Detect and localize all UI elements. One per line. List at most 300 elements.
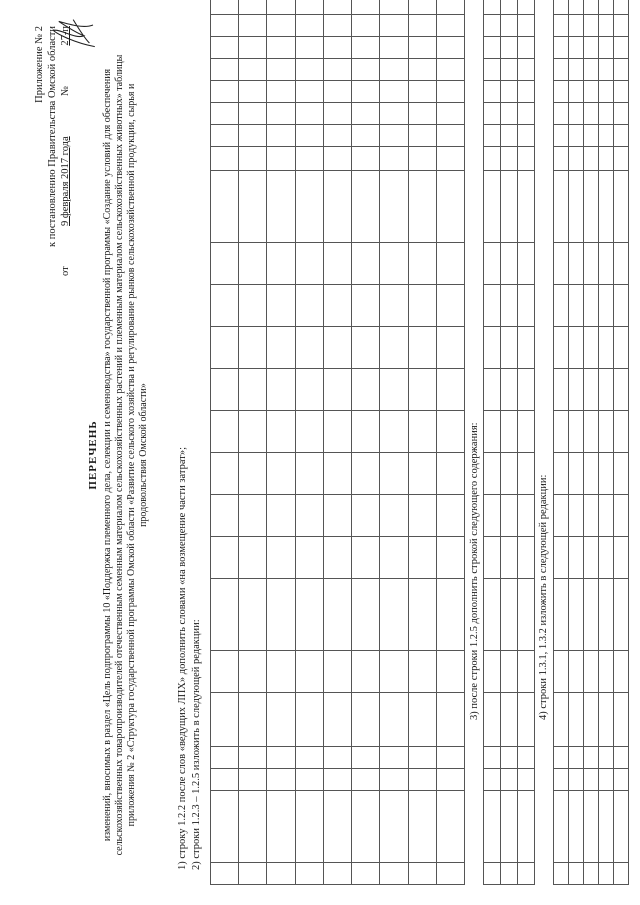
table-cell — [267, 537, 295, 579]
table-cell — [352, 537, 380, 579]
table-cell — [614, 495, 629, 537]
table-cell — [323, 791, 351, 863]
table-cell — [436, 37, 464, 59]
table-cell — [295, 693, 323, 747]
table-cell — [380, 747, 408, 769]
table-cell — [323, 495, 351, 537]
table-cell — [501, 37, 518, 59]
table-cell — [408, 747, 436, 769]
table-cell — [211, 579, 239, 651]
table-cell — [211, 243, 239, 285]
table-cell — [352, 147, 380, 171]
table-cell — [352, 327, 380, 369]
table-cell — [614, 863, 629, 885]
document-subtitle: изменений, вносимых в раздел «Цель подпрограммы 10 «Поддержка племенного дела, селекции и семеноводства» государственной программы «Создание условий для обеспечения сельскохозяйственных товаропроизводителей отечественным семенным материалом сельскохозяйственных растений и племенным материалом сельскохозяйственных животных» таблицы приложения № 2 «Структура государственной программы Омской области «Развитие сельского хозяйства и регулирование рынков сельскохозяйственной продукции, сырья и продовольствия Омской области» — [102, 54, 149, 856]
table-cell — [267, 15, 295, 37]
table-cell — [267, 171, 295, 243]
table-cell — [267, 59, 295, 81]
table-cell — [323, 147, 351, 171]
table-cell — [501, 693, 518, 747]
table-cell — [569, 453, 584, 495]
table-row — [436, 0, 464, 885]
table-cell — [211, 37, 239, 59]
table-cell — [352, 125, 380, 147]
table-cell — [408, 537, 436, 579]
table-cell — [380, 59, 408, 81]
table-cell — [436, 693, 464, 747]
decree-reference: к постановлению Правительства Омской области — [47, 26, 58, 247]
table-cell — [554, 453, 569, 495]
table-cell — [211, 693, 239, 747]
table-cell — [323, 81, 351, 103]
table-cell — [352, 453, 380, 495]
table-cell — [211, 863, 239, 885]
table-cell — [211, 285, 239, 327]
table-cell — [239, 147, 267, 171]
table-cell — [436, 747, 464, 769]
table-cell — [239, 369, 267, 411]
table-cell — [239, 327, 267, 369]
table-cell — [267, 81, 295, 103]
table-cell — [436, 537, 464, 579]
table-cell — [554, 147, 569, 171]
table-cell — [352, 15, 380, 37]
table-cell — [380, 0, 408, 15]
table-cell — [584, 327, 599, 369]
table-cell — [554, 791, 569, 863]
table-cell — [484, 769, 501, 791]
table-cell — [352, 103, 380, 125]
table-cell — [554, 0, 569, 15]
table-cell — [267, 863, 295, 885]
table-cell — [352, 243, 380, 285]
table-cell — [380, 863, 408, 885]
table-cell — [614, 243, 629, 285]
table-cell — [323, 171, 351, 243]
table-cell — [436, 81, 464, 103]
table-cell — [484, 537, 501, 579]
table-cell — [599, 863, 614, 885]
table-cell — [599, 579, 614, 651]
table-cell — [599, 453, 614, 495]
table-cell — [295, 15, 323, 37]
table-cell — [484, 103, 501, 125]
table-cell — [518, 285, 535, 327]
table-cell — [239, 693, 267, 747]
table-cell — [554, 651, 569, 693]
table-cell — [323, 327, 351, 369]
table-cell — [352, 495, 380, 537]
table-cell — [554, 171, 569, 243]
table-cell — [599, 81, 614, 103]
table-cell — [295, 37, 323, 59]
table-cell — [501, 747, 518, 769]
table-cell — [584, 537, 599, 579]
table-cell — [211, 15, 239, 37]
table-cell — [352, 37, 380, 59]
table-cell — [408, 243, 436, 285]
table-cell — [484, 59, 501, 81]
table-rows-1-3-1-to-1-3-2 — [553, 0, 629, 885]
table-cell — [599, 651, 614, 693]
table-cell — [569, 863, 584, 885]
table-cell — [614, 769, 629, 791]
table-cell — [518, 243, 535, 285]
table-cell — [380, 147, 408, 171]
table-cell — [408, 693, 436, 747]
table-row — [501, 0, 518, 885]
table-cell — [554, 59, 569, 81]
table-cell — [267, 243, 295, 285]
table-cell — [239, 103, 267, 125]
table-cell — [501, 15, 518, 37]
table-cell — [501, 147, 518, 171]
table-cell — [554, 15, 569, 37]
table-cell — [569, 59, 584, 81]
table-cell — [554, 327, 569, 369]
table-cell — [239, 651, 267, 693]
table-cell — [239, 411, 267, 453]
table-cell — [295, 0, 323, 15]
table-cell — [484, 171, 501, 243]
table-cell — [436, 243, 464, 285]
table-cell — [599, 369, 614, 411]
table-cell — [239, 59, 267, 81]
table-cell — [323, 693, 351, 747]
table-cell — [584, 791, 599, 863]
table-cell — [380, 651, 408, 693]
table-cell — [518, 769, 535, 791]
table-cell — [614, 579, 629, 651]
table-cell — [295, 769, 323, 791]
table-cell — [323, 125, 351, 147]
table-cell — [295, 147, 323, 171]
table-row — [211, 0, 239, 885]
table-cell — [211, 369, 239, 411]
table-cell — [267, 651, 295, 693]
table-cell — [599, 411, 614, 453]
table-cell — [569, 495, 584, 537]
table-cell — [484, 285, 501, 327]
table-cell — [267, 369, 295, 411]
section-2-text: 2) строки 1.2.3 – 1.2.5 изложить в следующей редакции: — [191, 619, 202, 870]
table-cell — [408, 0, 436, 15]
table-cell — [584, 243, 599, 285]
table-cell — [352, 285, 380, 327]
table-cell — [484, 37, 501, 59]
table-cell — [295, 125, 323, 147]
table-cell — [501, 791, 518, 863]
table-cell — [501, 103, 518, 125]
table-cell — [323, 369, 351, 411]
table-cell — [211, 81, 239, 103]
table-cell — [436, 15, 464, 37]
table-cell — [614, 0, 629, 15]
table-cell — [239, 579, 267, 651]
table-cell — [484, 369, 501, 411]
table-cell — [599, 103, 614, 125]
section-3-text: 3) после строки 1.2.5 дополнить строкой следующего содержания: — [469, 422, 480, 720]
rotated-sheet — [5, 10, 635, 900]
table-cell — [211, 769, 239, 791]
table-cell — [484, 579, 501, 651]
table-cell — [501, 125, 518, 147]
table-cell — [518, 37, 535, 59]
table-cell — [484, 15, 501, 37]
table-cell — [554, 411, 569, 453]
table-cell — [267, 579, 295, 651]
table-cell — [501, 285, 518, 327]
table-cell — [569, 15, 584, 37]
table-cell — [569, 369, 584, 411]
table-cell — [408, 495, 436, 537]
table-cell — [352, 411, 380, 453]
table-cell — [239, 243, 267, 285]
table-row — [323, 0, 351, 885]
table-cell — [211, 0, 239, 15]
table-cell — [584, 453, 599, 495]
table-cell — [569, 103, 584, 125]
table-cell — [599, 37, 614, 59]
table-cell — [569, 327, 584, 369]
decree-date: 9 февраля 2017 года — [60, 136, 71, 226]
table-cell — [295, 495, 323, 537]
table-cell — [436, 171, 464, 243]
table-cell — [569, 791, 584, 863]
table-cell — [239, 15, 267, 37]
table-cell — [501, 537, 518, 579]
table-cell — [211, 453, 239, 495]
appendix-header — [33, 26, 72, 276]
table-cell — [295, 243, 323, 285]
table-cell — [352, 651, 380, 693]
table-cell — [518, 579, 535, 651]
table-cell — [323, 537, 351, 579]
table-cell — [408, 791, 436, 863]
table-cell — [584, 125, 599, 147]
table-cell — [584, 579, 599, 651]
table-cell — [267, 791, 295, 863]
table-cell — [239, 81, 267, 103]
table-cell — [554, 37, 569, 59]
table-cell — [380, 411, 408, 453]
table-cell — [380, 579, 408, 651]
table-rows-1-2-3-to-1-2-5 — [210, 0, 465, 885]
table-cell — [352, 747, 380, 769]
table-cell — [569, 243, 584, 285]
table-cell — [267, 327, 295, 369]
table-cell — [239, 37, 267, 59]
table-cell — [295, 411, 323, 453]
table-cell — [436, 147, 464, 171]
table-cell — [408, 15, 436, 37]
table-cell — [599, 791, 614, 863]
table-cell — [352, 791, 380, 863]
table-cell — [267, 769, 295, 791]
table-cell — [380, 103, 408, 125]
table-cell — [584, 0, 599, 15]
table-cell — [518, 453, 535, 495]
table-cell — [614, 747, 629, 769]
table-cell — [267, 693, 295, 747]
table-cell — [484, 495, 501, 537]
table-cell — [518, 147, 535, 171]
table-cell — [239, 285, 267, 327]
table-cell — [323, 37, 351, 59]
table-cell — [211, 103, 239, 125]
table-row — [380, 0, 408, 885]
table-cell — [211, 495, 239, 537]
table-cell — [584, 171, 599, 243]
table-cell — [436, 791, 464, 863]
table-cell — [554, 285, 569, 327]
table-cell — [267, 495, 295, 537]
table-cell — [211, 411, 239, 453]
decree-number: 27-п — [60, 26, 71, 46]
table-cell — [584, 103, 599, 125]
table-cell — [408, 285, 436, 327]
table-cell — [352, 693, 380, 747]
table-cell — [501, 769, 518, 791]
table-cell — [408, 327, 436, 369]
table-cell — [484, 243, 501, 285]
table-cell — [239, 863, 267, 885]
table-cell — [518, 693, 535, 747]
table-cell — [569, 171, 584, 243]
table-cell — [380, 125, 408, 147]
table-cell — [501, 579, 518, 651]
table-cell — [501, 495, 518, 537]
table-cell — [584, 81, 599, 103]
table-cell — [408, 147, 436, 171]
table-cell — [211, 59, 239, 81]
table-cell — [614, 285, 629, 327]
table-cell — [518, 747, 535, 769]
table-cell — [599, 327, 614, 369]
table-cell — [584, 411, 599, 453]
table-cell — [599, 495, 614, 537]
table-cell — [518, 171, 535, 243]
table-cell — [267, 285, 295, 327]
table-cell — [569, 0, 584, 15]
table-cell — [436, 579, 464, 651]
table-cell — [295, 327, 323, 369]
table-cell — [518, 59, 535, 81]
table-cell — [295, 285, 323, 327]
table-cell — [323, 769, 351, 791]
table-cell — [436, 863, 464, 885]
table-cell — [239, 495, 267, 537]
table-cell — [267, 37, 295, 59]
table-cell — [599, 147, 614, 171]
table-cell — [584, 369, 599, 411]
table-cell — [614, 125, 629, 147]
table-cell — [267, 747, 295, 769]
table-cell — [295, 791, 323, 863]
table-cell — [323, 747, 351, 769]
table-cell — [584, 59, 599, 81]
table-row-1-2-6 — [483, 0, 535, 885]
table-cell — [584, 769, 599, 791]
table-cell — [518, 81, 535, 103]
table-cell — [380, 243, 408, 285]
table-cell — [599, 769, 614, 791]
table-cell — [614, 411, 629, 453]
table-cell — [599, 747, 614, 769]
table-cell — [554, 369, 569, 411]
table-cell — [408, 125, 436, 147]
table-cell — [380, 369, 408, 411]
table-cell — [501, 453, 518, 495]
table-cell — [484, 81, 501, 103]
table-row — [484, 0, 501, 885]
table-cell — [380, 693, 408, 747]
table-cell — [484, 125, 501, 147]
table-cell — [352, 81, 380, 103]
table-row — [584, 0, 599, 885]
table-cell — [323, 243, 351, 285]
table-cell — [484, 747, 501, 769]
table-cell — [380, 327, 408, 369]
table-cell — [211, 327, 239, 369]
table-cell — [323, 651, 351, 693]
table-cell — [267, 147, 295, 171]
table-cell — [484, 147, 501, 171]
table-cell — [323, 285, 351, 327]
table-cell — [518, 0, 535, 15]
appendix-number: Приложение № 2 — [34, 26, 45, 103]
table-cell — [380, 37, 408, 59]
table-cell — [614, 37, 629, 59]
table-cell — [408, 37, 436, 59]
table-cell — [380, 81, 408, 103]
table-cell — [484, 693, 501, 747]
table-cell — [599, 15, 614, 37]
table-cell — [323, 103, 351, 125]
section-1-text: 1) строку 1.2.2 после слов «ведущих ЛПХ» дополнить словами «на возмещение части затрат»; — [177, 446, 188, 870]
table-cell — [323, 59, 351, 81]
table-cell — [295, 579, 323, 651]
table-cell — [408, 59, 436, 81]
table-cell — [408, 453, 436, 495]
table-cell — [408, 411, 436, 453]
table-cell — [518, 537, 535, 579]
table-cell — [501, 0, 518, 15]
table-cell — [239, 453, 267, 495]
table-cell — [352, 171, 380, 243]
table-cell — [584, 693, 599, 747]
table-cell — [501, 411, 518, 453]
table-cell — [518, 495, 535, 537]
table-cell — [408, 369, 436, 411]
table-cell — [584, 747, 599, 769]
table-cell — [614, 59, 629, 81]
table-cell — [554, 537, 569, 579]
table-cell — [614, 453, 629, 495]
table-cell — [554, 125, 569, 147]
table-cell — [380, 791, 408, 863]
table-cell — [295, 103, 323, 125]
table-cell — [211, 147, 239, 171]
table-cell — [239, 769, 267, 791]
table-cell — [554, 103, 569, 125]
table-cell — [323, 579, 351, 651]
table-cell — [501, 243, 518, 285]
table-cell — [211, 537, 239, 579]
table-cell — [518, 327, 535, 369]
table-cell — [614, 147, 629, 171]
table-cell — [352, 59, 380, 81]
